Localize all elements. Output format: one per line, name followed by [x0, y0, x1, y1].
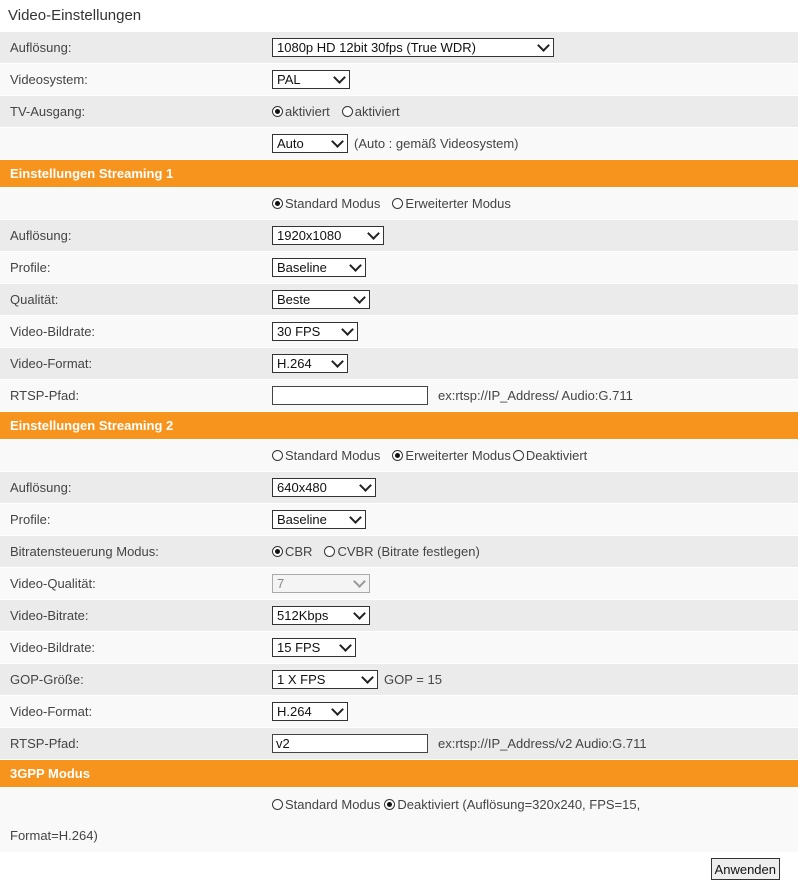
videosystem-select[interactable]: PAL	[272, 70, 350, 89]
stream2-rtsp-note: ex:rtsp://IP_Address/v2 Audio:G.711	[438, 736, 647, 751]
tv-output-opt1-label: aktiviert	[285, 104, 330, 119]
stream1-quality-select[interactable]: Beste	[272, 290, 370, 309]
row-stream2-rtsp	[0, 728, 798, 760]
stream2-disabled-radio[interactable]	[513, 450, 524, 461]
chevron-down-icon	[537, 39, 550, 52]
row-stream2-format	[0, 696, 798, 728]
tv-auto-note: (Auto : gemäß Videosystem)	[354, 136, 519, 151]
stream1-standard-radio[interactable]	[272, 198, 283, 209]
tv-output-radio-1[interactable]	[272, 106, 283, 117]
row-stream1-profile	[0, 252, 798, 284]
chevron-down-icon	[349, 511, 362, 524]
chevron-down-icon	[353, 575, 366, 588]
row-stream1-resolution	[0, 220, 798, 252]
stream2-gop-select[interactable]: 1 X FPS	[272, 670, 378, 689]
stream1-rtsp-label: RTSP-Pfad:	[10, 388, 80, 403]
row-stream2-gop	[0, 664, 798, 696]
row-stream1-format	[0, 348, 798, 380]
stream2-profile-label: Profile:	[10, 512, 51, 527]
row-stream1-quality	[0, 284, 798, 316]
row-stream2-profile	[0, 504, 798, 536]
chevron-down-icon	[353, 607, 366, 620]
stream1-format-label: Video-Format:	[10, 356, 93, 371]
stream2-bitrate-select[interactable]: 512Kbps	[272, 606, 370, 625]
stream2-cbr-radio[interactable]	[272, 546, 283, 557]
videosystem-label: Videosystem:	[10, 72, 88, 87]
stream1-resolution-label: Auflösung:	[10, 228, 72, 243]
tv-output-radio-2[interactable]	[342, 106, 353, 117]
row-gpp-mode	[0, 788, 798, 853]
tv-output-label: TV-Ausgang:	[10, 104, 86, 119]
gpp-disabled-radio[interactable]	[384, 799, 395, 810]
apply-button[interactable]: Anwenden	[711, 858, 780, 880]
stream2-framerate-select[interactable]: 15 FPS	[272, 638, 356, 657]
stream2-resolution-select[interactable]: 640x480	[272, 478, 376, 497]
stream2-standard-radio[interactable]	[272, 450, 283, 461]
chevron-down-icon	[353, 291, 366, 304]
stream2-quality-select[interactable]: 7	[272, 574, 370, 593]
video-resolution-label: Auflösung:	[10, 40, 72, 55]
row-videosystem	[0, 64, 798, 96]
row-stream2-framerate	[0, 632, 798, 664]
page-title: Video-Einstellungen	[8, 7, 142, 24]
stream1-standard-label: Standard Modus	[285, 196, 381, 211]
stream1-profile-label: Profile:	[10, 260, 51, 275]
stream2-gop-label: GOP-Größe:	[10, 672, 84, 687]
chevron-down-icon	[341, 323, 354, 336]
stream1-framerate-select[interactable]: 30 FPS	[272, 322, 358, 341]
gpp-header: 3GPP Modus	[0, 760, 798, 788]
chevron-down-icon	[331, 135, 344, 148]
stream2-cvbr-label: CVBR (Bitrate festlegen)	[337, 544, 480, 559]
gpp-standard-label: Standard Modus	[285, 797, 381, 812]
stream1-advanced-radio[interactable]	[392, 198, 403, 209]
row-stream2-resolution	[0, 472, 798, 504]
stream2-quality-label: Video-Qualität:	[10, 576, 96, 591]
stream1-format-select[interactable]: H.264	[272, 354, 348, 373]
gpp-disabled-label-cont: Format=H.264)	[10, 828, 98, 843]
tv-output-opt2-label: aktiviert	[354, 104, 400, 119]
stream2-cbr-label: CBR	[285, 544, 313, 559]
chevron-down-icon	[331, 703, 344, 716]
row-tv-output	[0, 96, 798, 128]
chevron-down-icon	[359, 479, 372, 492]
stream1-framerate-label: Video-Bildrate:	[10, 324, 96, 339]
stream1-quality-label: Qualität:	[10, 292, 59, 307]
chevron-down-icon	[361, 671, 374, 684]
apply-row	[0, 853, 798, 885]
row-stream1-framerate	[0, 316, 798, 348]
chevron-down-icon	[331, 355, 344, 368]
stream2-format-label: Video-Format:	[10, 704, 93, 719]
stream2-bitrate-mode-label: Bitratensteuerung Modus:	[10, 544, 159, 559]
stream2-profile-select[interactable]: Baseline	[272, 510, 366, 529]
tv-auto-select[interactable]: Auto	[272, 134, 348, 153]
stream2-resolution-label: Auflösung:	[10, 480, 72, 495]
stream2-advanced-radio[interactable]	[392, 450, 403, 461]
stream1-resolution-select[interactable]: 1920x1080	[272, 226, 384, 245]
row-stream1-rtsp	[0, 380, 798, 412]
chevron-down-icon	[367, 227, 380, 240]
stream2-cvbr-radio[interactable]	[324, 546, 335, 557]
row-stream2-quality	[0, 568, 798, 600]
gpp-standard-radio[interactable]	[272, 799, 283, 810]
row-video-resolution	[0, 32, 798, 64]
stream1-header: Einstellungen Streaming 1	[0, 160, 798, 188]
row-stream1-mode	[0, 188, 798, 220]
stream2-advanced-label: Erweiterter Modus	[405, 448, 511, 463]
video-resolution-select[interactable]: 1080p HD 12bit 30fps (True WDR)	[272, 38, 554, 57]
gpp-disabled-label: Deaktiviert (Auflösung=320x240, FPS=15,	[397, 797, 641, 812]
chevron-down-icon	[339, 639, 352, 652]
stream1-advanced-label: Erweiterter Modus	[405, 196, 511, 211]
row-stream2-mode	[0, 440, 798, 472]
row-stream2-bitrate	[0, 600, 798, 632]
stream2-disabled-label: Deaktiviert	[525, 448, 588, 463]
stream2-header: Einstellungen Streaming 2	[0, 412, 798, 440]
stream2-rtsp-input[interactable]: v2	[272, 734, 428, 753]
stream1-profile-select[interactable]: Baseline	[272, 258, 366, 277]
stream2-rtsp-label: RTSP-Pfad:	[10, 736, 80, 751]
row-tv-auto	[0, 128, 798, 160]
chevron-down-icon	[349, 259, 362, 272]
stream2-standard-label: Standard Modus	[285, 448, 381, 463]
stream2-framerate-label: Video-Bildrate:	[10, 640, 96, 655]
row-stream2-bitrate-mode	[0, 536, 798, 568]
chevron-down-icon	[333, 71, 346, 84]
stream1-rtsp-note: ex:rtsp://IP_Address/ Audio:G.711	[438, 388, 633, 403]
stream1-rtsp-input[interactable]	[272, 386, 428, 405]
stream2-gop-note: GOP = 15	[384, 672, 442, 687]
stream2-format-select[interactable]: H.264	[272, 702, 348, 721]
stream2-bitrate-label: Video-Bitrate:	[10, 608, 89, 623]
